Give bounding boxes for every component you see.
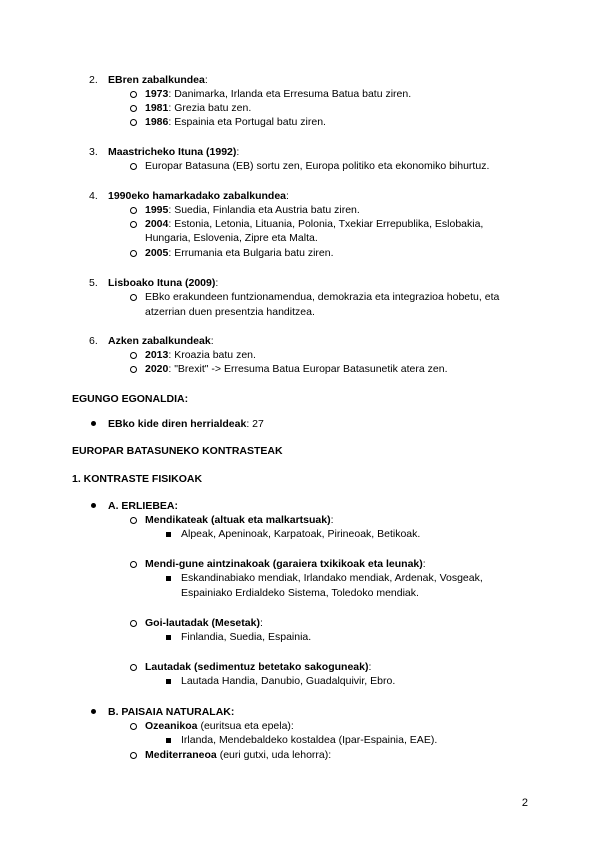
list-item: EBko erakundeen funtzionamendua, demokrazia eta integrazioa hobetu, eta — [145, 291, 500, 303]
bullet-dot-icon — [91, 421, 96, 426]
list-item: 1986: Espainia eta Portugal batu ziren. — [145, 116, 326, 128]
list-item: 2020: "Brexit" -> Erresuma Batua Europar Batasunetik atera zen. — [145, 363, 448, 375]
list-item: Irlanda, Mendebaldeko kostaldea (Ipar-Espainia, EAE). — [181, 734, 438, 746]
square-bullet-icon — [166, 679, 171, 684]
section-heading: EBren zabalkundea: — [108, 74, 208, 86]
list-item: EBko kide diren herrialdeak: 27 — [108, 418, 264, 430]
circle-bullet-icon — [130, 366, 137, 373]
circle-bullet-icon — [130, 119, 137, 126]
circle-bullet-icon — [130, 294, 137, 301]
circle-bullet-icon — [130, 91, 137, 98]
circle-bullet-icon — [130, 561, 137, 568]
list-number: 4. — [89, 190, 98, 202]
circle-bullet-icon — [130, 163, 137, 170]
list-item-heading: Mediterraneoa (euri gutxi, uda lehorra): — [145, 749, 332, 761]
list-item-heading: Mendi-gune aintzinakoak (garaiera txikikoak eta leunak): — [145, 558, 426, 570]
list-item-heading: Ozeanikoa (euritsua eta epela): — [145, 720, 294, 732]
list-item: Europar Batasuna (EB) sortu zen, Europa politiko eta ekonomiko bihurtuz. — [145, 160, 490, 172]
list-item-heading: Mendikateak (altuak eta malkartsuak): — [145, 514, 334, 526]
list-number: 5. — [89, 277, 98, 289]
section-heading: Lisboako Ituna (2009): — [108, 277, 219, 289]
list-item: 2013: Kroazia batu zen. — [145, 349, 256, 361]
list-item: 2005: Errumania eta Bulgaria batu ziren. — [145, 247, 334, 259]
section-heading: Maastricheko Ituna (1992): — [108, 146, 240, 158]
circle-bullet-icon — [130, 664, 137, 671]
circle-bullet-icon — [130, 207, 137, 214]
square-bullet-icon — [166, 576, 171, 581]
list-item-continuation: Espainiako Erdialdeko Sistema, Toledoko mendiak. — [181, 587, 419, 599]
list-item: 1981: Grezia batu zen. — [145, 102, 252, 114]
list-item-heading: A. ERLIEBEA: — [108, 500, 179, 512]
page-number: 2 — [521, 797, 528, 809]
section-heading: EGUNGO EGONALDIA: — [72, 393, 189, 405]
section-heading: EUROPAR BATASUNEKO KONTRASTEAK — [72, 445, 283, 457]
circle-bullet-icon — [130, 105, 137, 112]
square-bullet-icon — [166, 738, 171, 743]
list-number: 3. — [89, 146, 98, 158]
section-heading: Azken zabalkundeak: — [108, 335, 214, 347]
circle-bullet-icon — [130, 221, 137, 228]
square-bullet-icon — [166, 532, 171, 537]
circle-bullet-icon — [130, 723, 137, 730]
list-item: 1995: Suedia, Finlandia eta Austria batu ziren. — [145, 204, 360, 216]
circle-bullet-icon — [130, 250, 137, 257]
list-item: 2004: Estonia, Letonia, Lituania, Polonia, Txekiar Errepublika, Eslobakia, — [145, 218, 484, 230]
list-item-heading: B. PAISAIA NATURALAK: — [108, 706, 235, 718]
section-heading: 1990eko hamarkadako zabalkundea: — [108, 190, 289, 202]
circle-bullet-icon — [130, 517, 137, 524]
bullet-dot-icon — [91, 709, 96, 714]
list-item-heading: Lautadak (sedimentuz betetako sakoguneak): — [145, 661, 372, 673]
list-item: Lautada Handia, Danubio, Guadalquivir, Ebro. — [181, 675, 396, 687]
circle-bullet-icon — [130, 352, 137, 359]
square-bullet-icon — [166, 635, 171, 640]
circle-bullet-icon — [130, 752, 137, 759]
list-item: Finlandia, Suedia, Espainia. — [181, 631, 312, 643]
list-item-continuation: Hungaria, Eslovenia, Zipre eta Malta. — [145, 232, 318, 244]
list-item-heading: Goi-lautadak (Mesetak): — [145, 617, 263, 629]
subsection-heading: 1. KONTRASTE FISIKOAK — [72, 473, 203, 485]
list-number: 2. — [89, 74, 98, 86]
list-item: Alpeak, Apeninoak, Karpatoak, Pirineoak, Betikoak. — [181, 528, 421, 540]
list-number: 6. — [89, 335, 98, 347]
bullet-dot-icon — [91, 503, 96, 508]
list-item-continuation: atzerrian duen presentzia handitzea. — [145, 306, 315, 318]
list-item: Eskandinabiako mendiak, Irlandako mendiak, Ardenak, Vosgeak, — [181, 572, 483, 584]
list-item: 1973: Danimarka, Irlanda eta Erresuma Batua batu ziren. — [145, 88, 412, 100]
circle-bullet-icon — [130, 620, 137, 627]
